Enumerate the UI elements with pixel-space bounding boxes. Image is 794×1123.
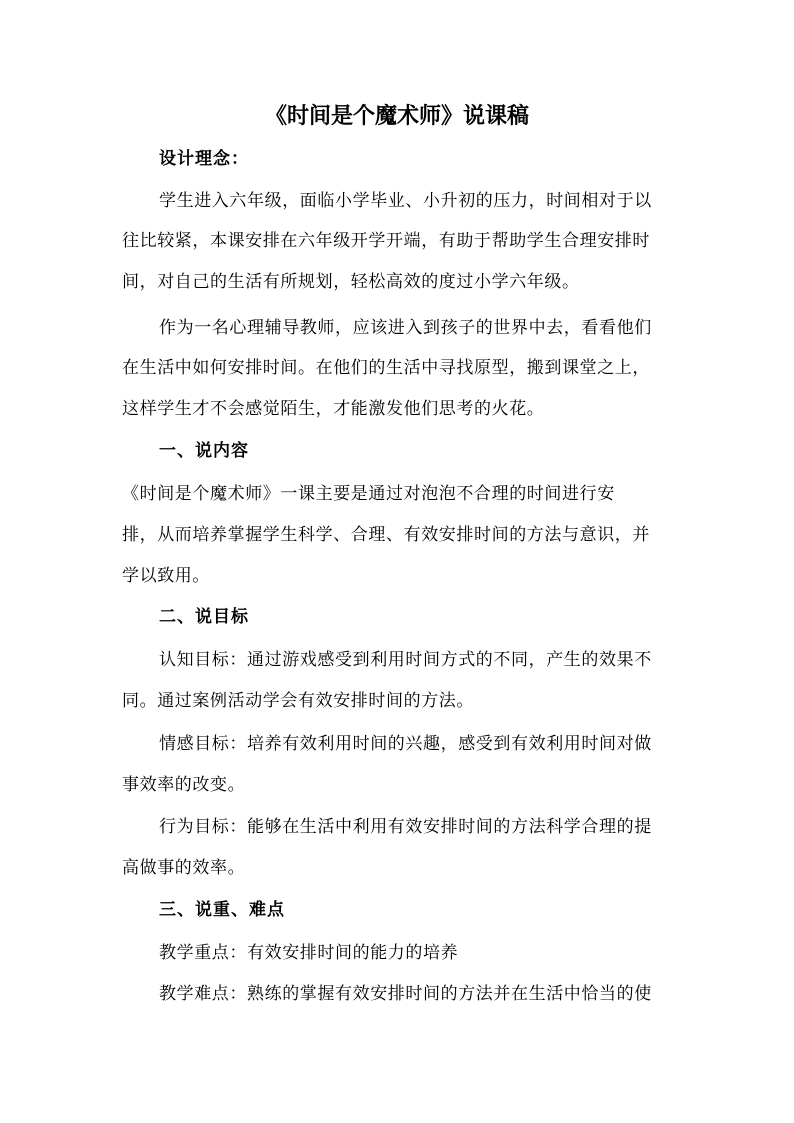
- paragraph-line: 排，从而培养掌握学生科学、合理、有效安排时间的方法与意识，并: [122, 525, 650, 545]
- paragraph-line: 学生进入六年级，面临小学毕业、小升初的压力，时间相对于以: [159, 191, 652, 211]
- paragraph-line: 往比较紧，本课安排在六年级开学开端，有助于帮助学生合理安排时: [122, 231, 650, 251]
- paragraph-line: 行为目标：能够在生活中利用有效安排时间的方法科学合理的提: [159, 817, 652, 837]
- paragraph-line: 在生活中如何安排时间。在他们的生活中寻找原型，搬到课堂之上，: [122, 358, 650, 378]
- section-heading-goals: 二、说目标: [159, 607, 249, 627]
- paragraph-line: 间，对自己的生活有所规划，轻松高效的度过小学六年级。: [122, 272, 580, 292]
- paragraph-line: 《时间是个魔术师》一课主要是通过对泡泡不合理的时间进行安: [122, 484, 615, 504]
- paragraph-line: 学以致用。: [122, 566, 210, 586]
- paragraph-line: 教学重点：有效安排时间的能力的培养: [159, 943, 459, 963]
- paragraph-line: 作为一名心理辅导教师，应该进入到孩子的世界中去，看看他们: [159, 318, 652, 338]
- paragraph-line: 教学难点：熟练的掌握有效安排时间的方法并在生活中恰当的使: [159, 984, 652, 1004]
- paragraph-line: 同。通过案例活动学会有效安排时间的方法。: [122, 691, 474, 711]
- paragraph-line: 情感目标：培养有效利用时间的兴趣，感受到有效利用时间对做: [159, 734, 652, 754]
- paragraph-line: 这样学生才不会感觉陌生，才能激发他们思考的火花。: [122, 399, 545, 419]
- paragraph-line: 高做事的效率。: [122, 858, 246, 878]
- paragraph-line: 认知目标：通过游戏感受到利用时间方式的不同，产生的效果不: [159, 650, 652, 670]
- page-title: 《时间是个魔术师》说课稿: [264, 103, 529, 129]
- paragraph-line: 事效率的改变。: [122, 775, 246, 795]
- design-concept-heading: 设计理念：: [159, 149, 249, 169]
- section-heading-content: 一、说内容: [159, 441, 249, 461]
- section-heading-key-points: 三、说重、难点: [159, 900, 285, 920]
